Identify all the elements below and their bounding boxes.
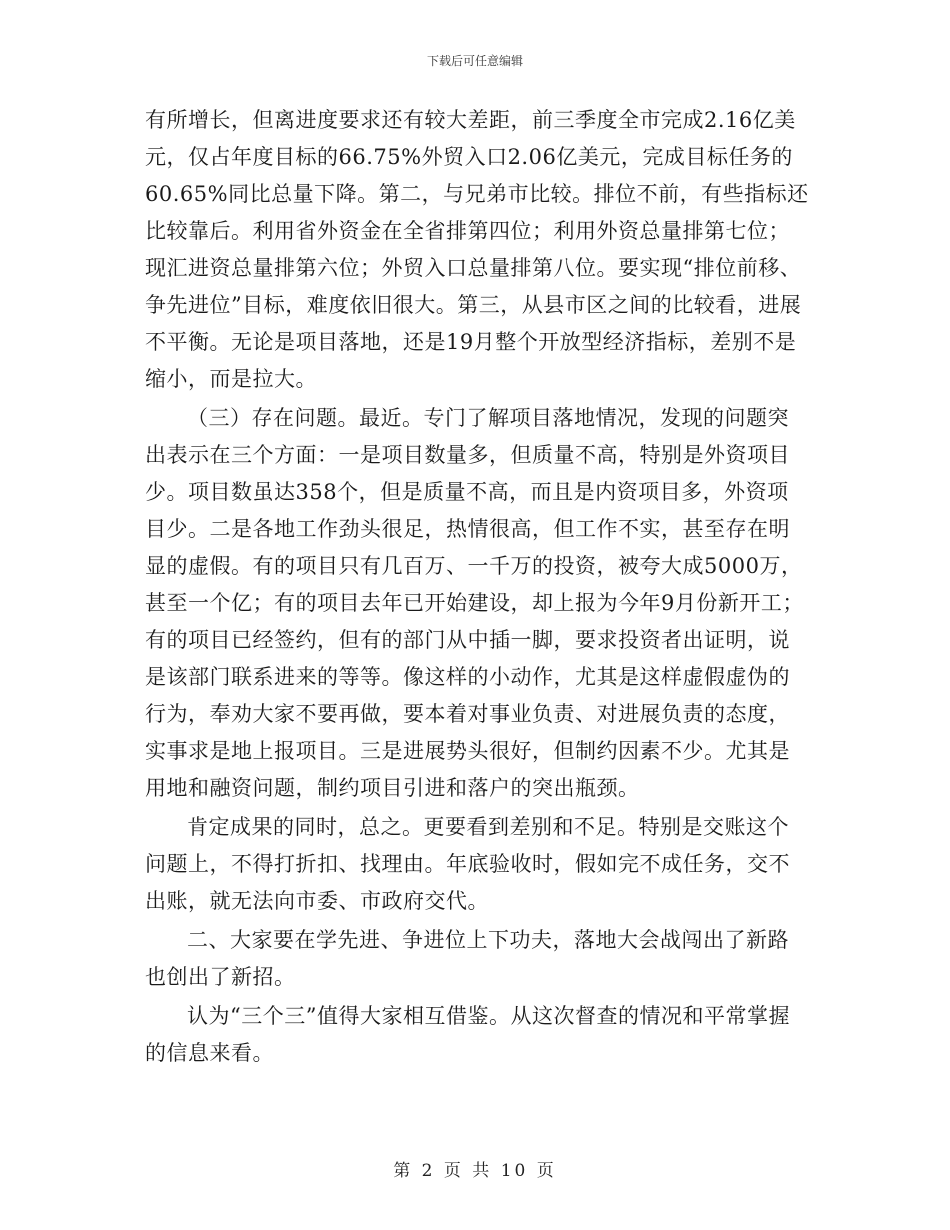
paragraph-5: 认为“三个三”值得大家相互借鉴。从这次督查的情况和平常掌握的信息来看。 <box>145 1004 790 1065</box>
paragraph-3: 肯定成果的同时，总之。更要看到差别和不足。特别是交账这个问题上，不得打折扣、找理由。年底验收时，假如完不成任务，交不出账，就无法向市委、市政府交代。 <box>145 815 790 913</box>
paragraph-1: 有所增长，但离进度要求还有较大差距，前三季度全市完成2.16亿美元，仅占年度目标的66.75%外贸入口2.06亿美元，完成目标任务的60.65%同比总量下降。第二，与兄弟市比较。排位不前，有些指标还比较靠后。利用省外资金在全省排第四位；利用外资总量排第七位；现汇进资总量排第六位；外贸入口总量排第八位。要实现“排位前移、争先进位”目标，难度依旧很大。第三，从县市区之间的比较看，进展不平衡。无论是项目落地，还是19月整个开放型经济指标，差别不是缩小，而是拉大。 <box>145 108 809 391</box>
page-footer: 第 2 页 共 10 页 <box>393 1161 557 1181</box>
document-body <box>145 102 810 1074</box>
paragraph-2: （三）存在问题。最近。专门了解项目落地情况，发现的问题突出表示在三个方面：一是项目数量多，但质量不高，特别是外资项目少。项目数虽达358个，但是质量不高，而且是内资项目多，外资项目少。二是各地工作劲头很足，热情很高，但工作不实，甚至存在明显的虚假。有的项目只有几百万、一千万的投资，被夸大成5000万，甚至一个亿；有的项目去年已开始建设，却上报为今年9月份新开工；有的项目已经签约，但有的部门从中插一脚，要求投资者出证明，说是该部门联系进来的等等。像这样的小动作，尤其是这样虚假虚伪的行为，奉劝大家不要再做，要本着对事业负责、对进展负责的态度，实事求是地上报项目。三是进展势头很好，但制约因素不少。尤其是用地和融资问题，制约项目引进和落户的突出瓶颈。 <box>145 406 804 800</box>
paragraph-4: 二、大家要在学先进、争进位上下功夫，落地大会战闯出了新路也创出了新招。 <box>145 928 789 989</box>
page-header: 下载后可任意编辑 <box>426 54 523 68</box>
